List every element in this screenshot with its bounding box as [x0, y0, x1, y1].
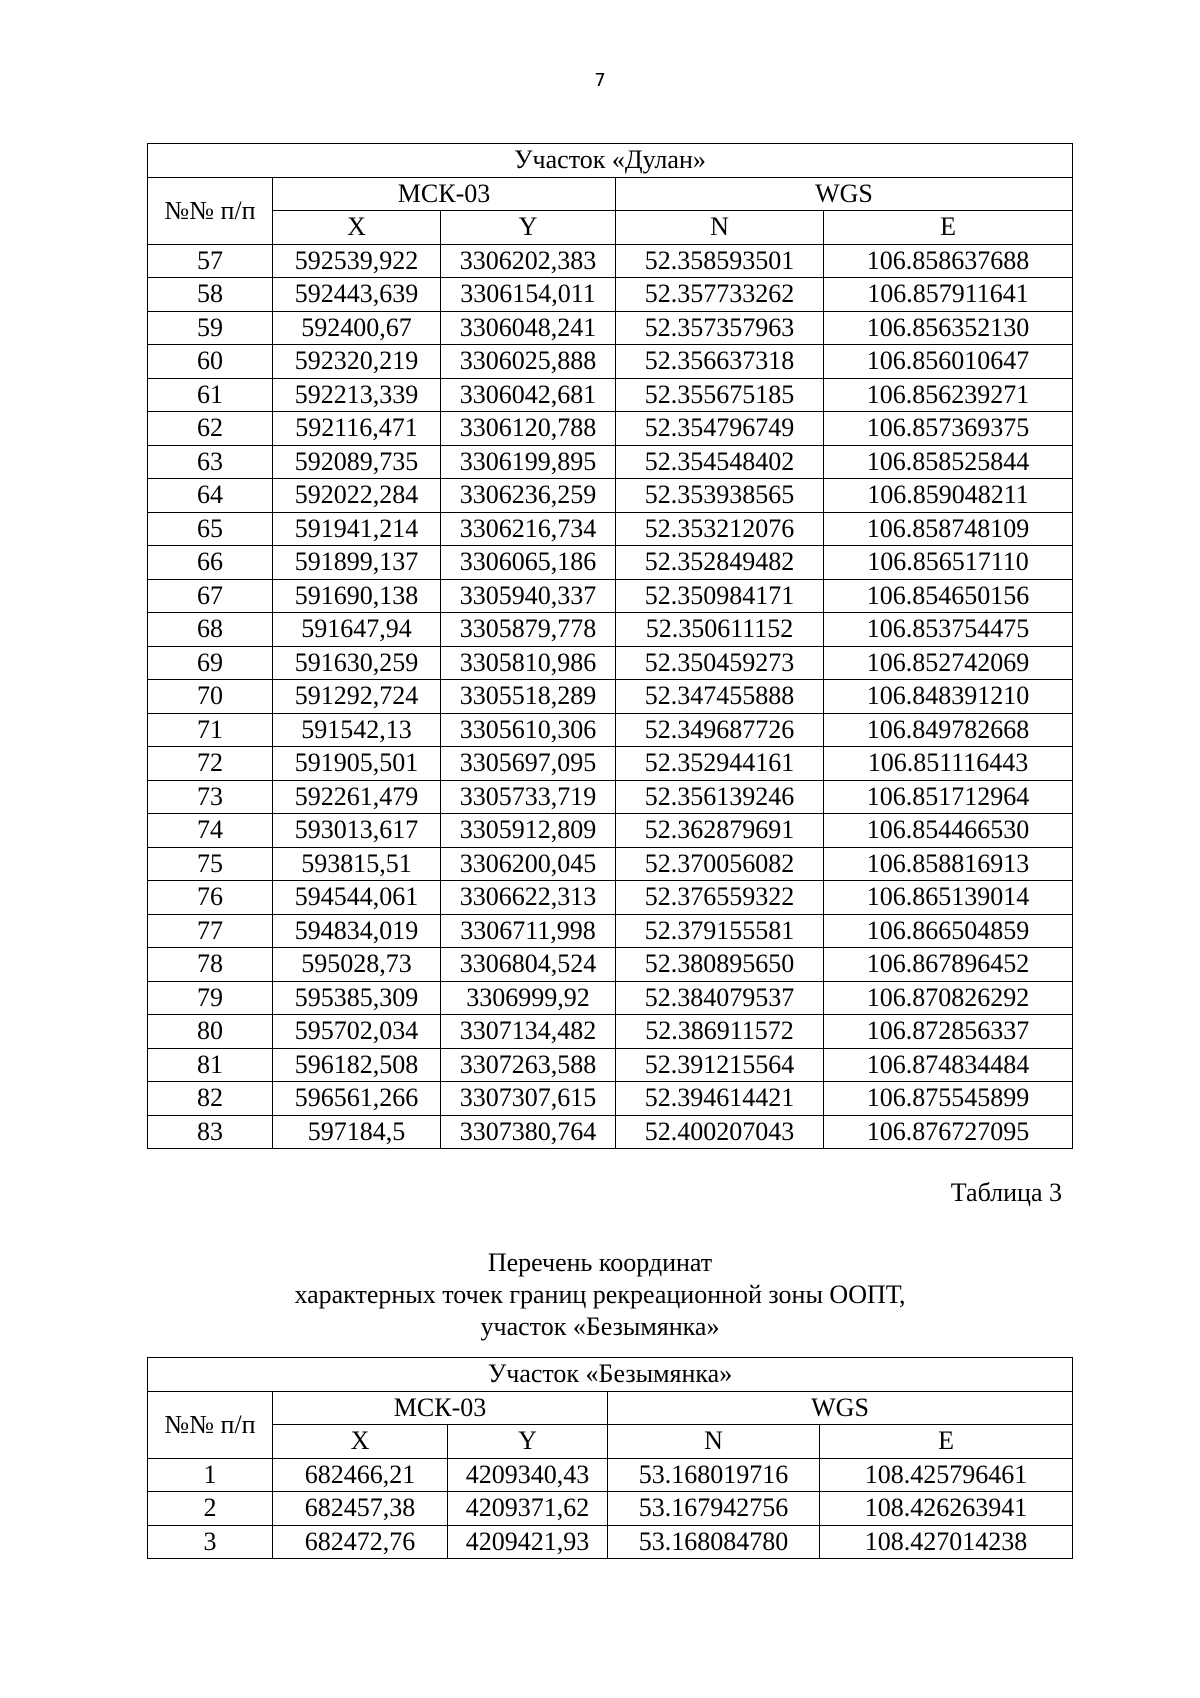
table-row [148, 847, 1073, 881]
table-row [148, 479, 1073, 513]
cell-num: 57 [148, 244, 273, 278]
cell-n: 52.379155581 [616, 914, 824, 948]
cell-y: 3305518,289 [441, 680, 616, 714]
cell-y: 3306711,998 [441, 914, 616, 948]
table-row [148, 546, 1073, 580]
table-row [148, 1015, 1073, 1049]
cell-x: 591690,138 [273, 579, 441, 613]
cell-e: 106.876727095 [824, 1115, 1073, 1149]
cell-n: 52.394614421 [616, 1082, 824, 1116]
cell-n: 52.376559322 [616, 881, 824, 915]
cell-num: 70 [148, 680, 273, 714]
cell-x: 592539,922 [273, 244, 441, 278]
cell-x: 595702,034 [273, 1015, 441, 1049]
cell-y: 3306200,045 [441, 847, 616, 881]
table-row [148, 512, 1073, 546]
table-row [148, 1082, 1073, 1116]
table-row [148, 981, 1073, 1015]
table-row [148, 278, 1073, 312]
cell-e: 106.853754475 [824, 613, 1073, 647]
cell-num: 69 [148, 646, 273, 680]
header-y: Y [441, 211, 616, 245]
cell-num: 61 [148, 378, 273, 412]
cell-y: 3305879,778 [441, 613, 616, 647]
cell-x: 594834,019 [273, 914, 441, 948]
cell-n: 52.356139246 [616, 780, 824, 814]
cell-n: 52.353938565 [616, 479, 824, 513]
header-wgs: WGS [608, 1391, 1073, 1425]
cell-n: 52.386911572 [616, 1015, 824, 1049]
header-n: N [608, 1425, 820, 1459]
header-num: №№ п/п [148, 177, 273, 244]
cell-y: 3306154,011 [441, 278, 616, 312]
cell-x: 682472,76 [273, 1525, 448, 1559]
cell-y: 3305810,986 [441, 646, 616, 680]
cell-e: 106.875545899 [824, 1082, 1073, 1116]
cell-num: 68 [148, 613, 273, 647]
cell-e: 106.854466530 [824, 814, 1073, 848]
cell-x: 596182,508 [273, 1048, 441, 1082]
header-x: X [273, 1425, 448, 1459]
header-e: E [824, 211, 1073, 245]
cell-x: 591630,259 [273, 646, 441, 680]
cell-e: 106.848391210 [824, 680, 1073, 714]
cell-n: 52.350611152 [616, 613, 824, 647]
header-e: E [820, 1425, 1073, 1459]
cell-num: 75 [148, 847, 273, 881]
cell-n: 52.349687726 [616, 713, 824, 747]
header-n: N [616, 211, 824, 245]
cell-n: 52.370056082 [616, 847, 824, 881]
cell-y: 3306042,681 [441, 378, 616, 412]
cell-x: 592400,67 [273, 311, 441, 345]
cell-x: 591542,13 [273, 713, 441, 747]
table-caption [0, 1247, 1200, 1343]
cell-num: 72 [148, 747, 273, 781]
cell-num: 58 [148, 278, 273, 312]
cell-e: 108.426263941 [820, 1492, 1073, 1526]
cell-y: 3305940,337 [441, 579, 616, 613]
table-label: Таблица 3 [950, 1178, 1062, 1207]
table-row [148, 579, 1073, 613]
cell-num: 83 [148, 1115, 273, 1149]
cell-x: 591647,94 [273, 613, 441, 647]
table-row [148, 378, 1073, 412]
cell-e: 106.867896452 [824, 948, 1073, 982]
cell-n: 52.384079537 [616, 981, 824, 1015]
cell-e: 106.865139014 [824, 881, 1073, 915]
cell-num: 76 [148, 881, 273, 915]
cell-e: 106.856352130 [824, 311, 1073, 345]
table-row [148, 1115, 1073, 1149]
table-row [148, 881, 1073, 915]
table-row [148, 445, 1073, 479]
cell-y: 3306216,734 [441, 512, 616, 546]
cell-e: 108.427014238 [820, 1525, 1073, 1559]
cell-e: 106.849782668 [824, 713, 1073, 747]
cell-x: 595028,73 [273, 948, 441, 982]
cell-e: 106.854650156 [824, 579, 1073, 613]
table-row [148, 713, 1073, 747]
cell-y: 3305912,809 [441, 814, 616, 848]
cell-num: 2 [148, 1492, 273, 1526]
cell-n: 52.352944161 [616, 747, 824, 781]
cell-n: 53.167942756 [608, 1492, 820, 1526]
page-number: 7 [594, 70, 606, 91]
cell-num: 3 [148, 1525, 273, 1559]
cell-y: 3306622,313 [441, 881, 616, 915]
cell-n: 52.353212076 [616, 512, 824, 546]
cell-x: 591941,214 [273, 512, 441, 546]
section-title: Участок «Дулан» [148, 144, 1073, 178]
header-x: X [273, 211, 441, 245]
cell-num: 64 [148, 479, 273, 513]
cell-y: 3306199,895 [441, 445, 616, 479]
cell-n: 52.350984171 [616, 579, 824, 613]
section-title: Участок «Безымянка» [148, 1358, 1073, 1392]
cell-n: 52.391215564 [616, 1048, 824, 1082]
cell-num: 78 [148, 948, 273, 982]
cell-e: 106.852742069 [824, 646, 1073, 680]
cell-e: 106.858816913 [824, 847, 1073, 881]
table-row [148, 1048, 1073, 1082]
cell-n: 53.168019716 [608, 1458, 820, 1492]
cell-y: 3306025,888 [441, 345, 616, 379]
cell-e: 106.858748109 [824, 512, 1073, 546]
cell-y: 3306999,92 [441, 981, 616, 1015]
cell-n: 52.352849482 [616, 546, 824, 580]
caption-line: участок «Безымянка» [480, 1312, 720, 1341]
cell-x: 682457,38 [273, 1492, 448, 1526]
cell-y: 3306202,383 [441, 244, 616, 278]
cell-x: 591292,724 [273, 680, 441, 714]
table-row [148, 412, 1073, 446]
cell-num: 59 [148, 311, 273, 345]
cell-x: 592022,284 [273, 479, 441, 513]
cell-x: 591899,137 [273, 546, 441, 580]
cell-x: 592320,219 [273, 345, 441, 379]
cell-y: 4209340,43 [448, 1458, 608, 1492]
cell-y: 3305697,095 [441, 747, 616, 781]
cell-n: 52.400207043 [616, 1115, 824, 1149]
cell-x: 596561,266 [273, 1082, 441, 1116]
cell-y: 3305610,306 [441, 713, 616, 747]
cell-e: 106.856010647 [824, 345, 1073, 379]
table-row [148, 646, 1073, 680]
cell-num: 73 [148, 780, 273, 814]
cell-x: 592443,639 [273, 278, 441, 312]
cell-x: 592116,471 [273, 412, 441, 446]
cell-e: 106.870826292 [824, 981, 1073, 1015]
cell-num: 67 [148, 579, 273, 613]
table-row [148, 1492, 1073, 1526]
cell-y: 3306120,788 [441, 412, 616, 446]
cell-y: 3305733,719 [441, 780, 616, 814]
header-msk: МСК-03 [273, 1391, 608, 1425]
cell-num: 65 [148, 512, 273, 546]
cell-num: 82 [148, 1082, 273, 1116]
header-num: №№ п/п [148, 1391, 273, 1458]
table-row [148, 311, 1073, 345]
cell-num: 80 [148, 1015, 273, 1049]
cell-e: 106.851116443 [824, 747, 1073, 781]
cell-x: 595385,309 [273, 981, 441, 1015]
table-row [148, 948, 1073, 982]
cell-n: 52.355675185 [616, 378, 824, 412]
cell-y: 3307263,588 [441, 1048, 616, 1082]
cell-num: 77 [148, 914, 273, 948]
table-row [148, 1458, 1073, 1492]
cell-num: 62 [148, 412, 273, 446]
cell-y: 4209421,93 [448, 1525, 608, 1559]
cell-n: 52.358593501 [616, 244, 824, 278]
cell-x: 597184,5 [273, 1115, 441, 1149]
cell-n: 52.347455888 [616, 680, 824, 714]
cell-e: 108.425796461 [820, 1458, 1073, 1492]
cell-y: 3307380,764 [441, 1115, 616, 1149]
header-y: Y [448, 1425, 608, 1459]
cell-e: 106.857369375 [824, 412, 1073, 446]
coordinates-table-dulan [147, 143, 1073, 1149]
cell-y: 3306804,524 [441, 948, 616, 982]
table-row [148, 1525, 1073, 1559]
cell-n: 53.168084780 [608, 1525, 820, 1559]
cell-y: 3306048,241 [441, 311, 616, 345]
cell-n: 52.356637318 [616, 345, 824, 379]
cell-num: 81 [148, 1048, 273, 1082]
header-msk: МСК-03 [273, 177, 616, 211]
table-row [148, 747, 1073, 781]
cell-num: 63 [148, 445, 273, 479]
cell-n: 52.362879691 [616, 814, 824, 848]
table-row [148, 244, 1073, 278]
table-row [148, 680, 1073, 714]
cell-num: 66 [148, 546, 273, 580]
table-row [148, 780, 1073, 814]
cell-n: 52.350459273 [616, 646, 824, 680]
cell-num: 1 [148, 1458, 273, 1492]
header-wgs: WGS [616, 177, 1073, 211]
table-row [148, 814, 1073, 848]
caption-line: характерных точек границ рекреационной зоны ООПТ, [294, 1280, 906, 1309]
cell-y: 3307307,615 [441, 1082, 616, 1116]
cell-e: 106.859048211 [824, 479, 1073, 513]
cell-e: 106.856517110 [824, 546, 1073, 580]
cell-x: 593815,51 [273, 847, 441, 881]
cell-n: 52.354796749 [616, 412, 824, 446]
cell-x: 594544,061 [273, 881, 441, 915]
cell-e: 106.872856337 [824, 1015, 1073, 1049]
cell-x: 592261,479 [273, 780, 441, 814]
cell-num: 60 [148, 345, 273, 379]
cell-x: 592213,339 [273, 378, 441, 412]
cell-num: 71 [148, 713, 273, 747]
cell-n: 52.354548402 [616, 445, 824, 479]
cell-y: 3307134,482 [441, 1015, 616, 1049]
cell-e: 106.857911641 [824, 278, 1073, 312]
cell-n: 52.357733262 [616, 278, 824, 312]
cell-e: 106.866504859 [824, 914, 1073, 948]
table-row [148, 613, 1073, 647]
caption-line: Перечень координат [487, 1248, 713, 1277]
cell-y: 4209371,62 [448, 1492, 608, 1526]
cell-y: 3306236,259 [441, 479, 616, 513]
table-row [148, 345, 1073, 379]
cell-e: 106.856239271 [824, 378, 1073, 412]
cell-e: 106.851712964 [824, 780, 1073, 814]
cell-e: 106.858637688 [824, 244, 1073, 278]
cell-n: 52.357357963 [616, 311, 824, 345]
cell-n: 52.380895650 [616, 948, 824, 982]
cell-num: 74 [148, 814, 273, 848]
cell-num: 79 [148, 981, 273, 1015]
cell-x: 593013,617 [273, 814, 441, 848]
cell-x: 592089,735 [273, 445, 441, 479]
cell-e: 106.874834484 [824, 1048, 1073, 1082]
table-row [148, 914, 1073, 948]
cell-e: 106.858525844 [824, 445, 1073, 479]
cell-y: 3306065,186 [441, 546, 616, 580]
cell-x: 591905,501 [273, 747, 441, 781]
coordinates-table-bezymyanka [147, 1357, 1073, 1559]
cell-x: 682466,21 [273, 1458, 448, 1492]
